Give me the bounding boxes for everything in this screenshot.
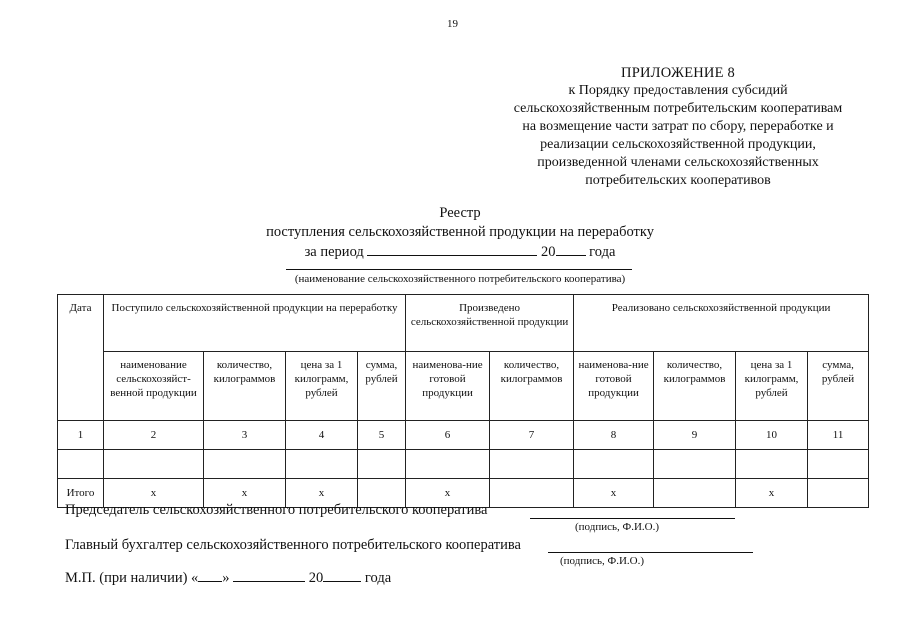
column-number: 10 [736,421,808,450]
column-number-row [58,421,869,450]
subheader-cell: количество, килограммов [490,352,574,421]
subheader-cell: наименова-ние готовой продукции [406,352,490,421]
subheader-cell: цена за 1 килограмм, рублей [286,352,358,421]
table-row [58,450,869,479]
stamp-date-line [65,568,391,587]
table-cell [406,450,490,479]
column-number: 9 [654,421,736,450]
table-cell [358,450,406,479]
total-cell: x [406,479,490,508]
period-prefix: за период [304,244,364,260]
subheader-cell: наименование сельскохозяйст-венной продукции [104,352,204,421]
total-cell: x [286,479,358,508]
column-number: 3 [204,421,286,450]
subheader-cell: количество, килограммов [654,352,736,421]
table-cell [490,450,574,479]
cooperative-name-line [286,269,632,270]
appendix-line: сельскохозяйственным потребительским кооперативам [513,101,843,116]
stamp-suffix: года [364,570,392,586]
column-number: 6 [406,421,490,450]
table-cell [58,450,104,479]
total-cell [490,479,574,508]
stamp-close: » [222,570,230,586]
appendix-line: произведенной членами сельскохозяйственных [537,155,819,170]
stamp-prefix: М.П. (при наличии) « [65,570,199,586]
column-number: 2 [104,421,204,450]
appendix-line: потребительских кооперативов [585,173,771,188]
subheader-cell: цена за 1 килограмм, рублей [736,352,808,421]
column-number: 7 [490,421,574,450]
chairman-signature-caption: (подпись, Ф.И.О.) [575,521,659,533]
total-cell: x [574,479,654,508]
period-year-blank [556,242,586,256]
appendix-line: к Порядку предоставления субсидий [568,83,788,98]
total-cell [654,479,736,508]
page-number: 19 [447,18,458,30]
register-table [57,294,869,508]
register-subtitle: поступления сельскохозяйственной продукции на переработку [266,224,654,240]
chairman-label: Председатель сельскохозяйственного потребительского кооператива [65,502,488,518]
total-cell: x [204,479,286,508]
table-cell [574,450,654,479]
column-number: 1 [58,421,104,450]
stamp-year-blank [323,568,361,582]
total-cell: x [104,479,204,508]
table-cell [654,450,736,479]
appendix-line: на возмещение части затрат по сбору, переработке и [522,119,834,134]
register-heading [190,204,730,262]
column-number: 4 [286,421,358,450]
table-cell [808,450,869,479]
period-year-prefix: 20 [541,244,556,260]
period-suffix: года [589,244,616,260]
appendix-title: ПРИЛОЖЕНИЕ 8 [621,65,735,81]
table-cell [204,450,286,479]
stamp-month-blank [233,568,305,582]
accountant-signature-caption: (подпись, Ф.И.О.) [560,555,644,567]
stamp-day-blank [198,568,222,582]
header-produced: Произведено сельскохозяйственной продукции [406,295,574,352]
header-sold: Реализовано сельскохозяйственной продукции [574,295,869,352]
cooperative-name-caption: (наименование сельскохозяйственного потребительского кооператива) [294,273,626,285]
appendix-header [486,64,870,190]
subheader-cell: количество, килограммов [204,352,286,421]
total-cell [808,479,869,508]
accountant-signature-line [548,552,753,553]
subheader-cell: наименова-ние готовой продукции [574,352,654,421]
table-cell [286,450,358,479]
accountant-label: Главный бухгалтер сельскохозяйственного потребительского кооператива [65,537,521,553]
stamp-year-prefix: 20 [308,570,324,586]
total-cell: x [736,479,808,508]
header-received: Поступило сельскохозяйственной продукции на переработку [104,295,406,352]
appendix-line: реализации сельскохозяйственной продукции, [540,137,816,152]
table-header-row [58,295,869,352]
table-subheader-row [58,352,869,421]
column-number: 11 [808,421,869,450]
total-cell: Итого [58,479,104,508]
column-number: 5 [358,421,406,450]
column-number: 8 [574,421,654,450]
subheader-cell: сумма, рублей [358,352,406,421]
period-blank [367,242,537,256]
subheader-cell: сумма, рублей [808,352,869,421]
header-date: Дата [58,295,104,421]
chairman-signature-line [530,518,735,519]
table-cell [736,450,808,479]
table-cell [104,450,204,479]
register-period [190,242,730,262]
register-title: Реестр [439,205,481,221]
